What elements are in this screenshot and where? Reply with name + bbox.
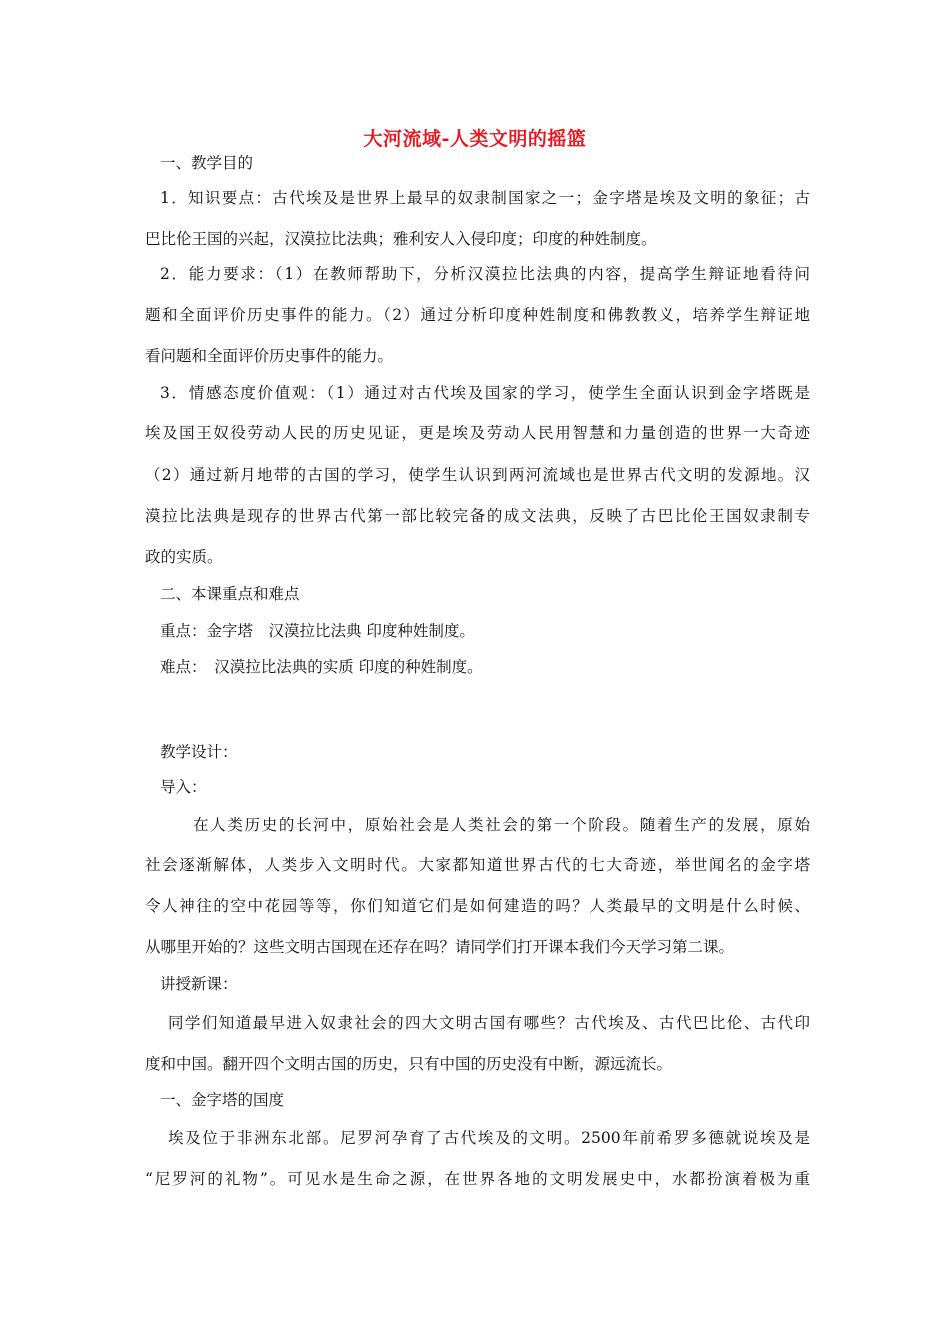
paragraph-line: 埃及国王奴役劳动人民的历史见证，更是埃及劳动人民用智慧和力量创造的世界一大奇迹 <box>145 424 810 442</box>
paragraph-line: 令人神往的空中花园等等，你们知道它们是如何建造的吗？人类最早的文明是什么时候、 <box>145 897 810 915</box>
paragraph-line: 题和全面评价历史事件的能力。（2）通过分析印度种姓制度和佛教教义，培养学生辩证地 <box>145 306 810 324</box>
section-heading-design: 教学设计： <box>160 743 238 761</box>
paragraph-line: 社会逐渐解体，人类步入文明时代。大家都知道世界古代的七大奇迹，举世闻名的金字塔 <box>145 856 810 874</box>
key-point-line: 重点：金字塔 汉漠拉比法典 印度种姓制度。 <box>160 622 475 640</box>
paragraph-line: （2）通过新月地带的古国的学习，使学生认识到两河流域也是世界古代文明的发源地。汉 <box>145 466 810 484</box>
paragraph-line: “尼罗河的礼物”。可见水是生命之源，在世界各地的文明发展史中，水都扮演着极为重 <box>145 1170 810 1188</box>
paragraph-line: 巴比伦王国的兴起，汉漠拉比法典；雅利安人入侵印度；印度的种姓制度。 <box>145 230 657 248</box>
section-heading-intro: 导入： <box>160 778 207 796</box>
section-heading-key-points: 二、本课重点和难点 <box>160 585 300 603</box>
document-title: 大河流域-人类文明的摇篮 <box>363 128 587 150</box>
section-heading-objectives: 一、教学目的 <box>160 154 254 172</box>
paragraph-line: 在人类历史的长河中，原始社会是人类社会的第一个阶段。随着生产的发展，原始 <box>193 816 810 834</box>
paragraph-line: 2．能力要求：（1）在教师帮助下，分析汉漠拉比法典的内容，提高学生辩证地看待问 <box>160 265 810 283</box>
paragraph-line: 政的实质。 <box>145 548 223 566</box>
section-heading-pyramid: 一、金字塔的国度 <box>160 1091 285 1109</box>
paragraph-line: 1．知识要点：古代埃及是世界上最早的奴隶制国家之一；金字塔是埃及文明的象征；古 <box>160 189 810 207</box>
section-heading-new-lesson: 讲授新课： <box>160 975 238 993</box>
paragraph-line: 漠拉比法典是现存的世界古代第一部比较完备的成文法典，反映了古巴比伦王国奴隶制专 <box>145 507 810 525</box>
paragraph-line: 同学们知道最早进入奴隶社会的四大文明古国有哪些？古代埃及、古代巴比伦、古代印 <box>168 1014 810 1032</box>
paragraph-line: 看问题和全面评价历史事件的能力。 <box>145 347 394 365</box>
paragraph-line: 度和中国。翻开四个文明古国的历史，只有中国的历史没有中断，源远流长。 <box>145 1055 673 1073</box>
paragraph-line: 3．情感态度价值观：（1）通过对古代埃及国家的学习，使学生全面认识到金字塔既是 <box>160 384 810 402</box>
paragraph-line: 埃及位于非洲东北部。尼罗河孕育了古代埃及的文明。2500年前希罗多德就说埃及是 <box>168 1129 810 1147</box>
paragraph-line: 从哪里开始的？这些文明古国现在还存在吗？请同学们打开课本我们今天学习第二课。 <box>145 938 735 956</box>
difficulty-line: 难点： 汉漠拉比法典的实质 印度的种姓制度。 <box>160 658 483 676</box>
